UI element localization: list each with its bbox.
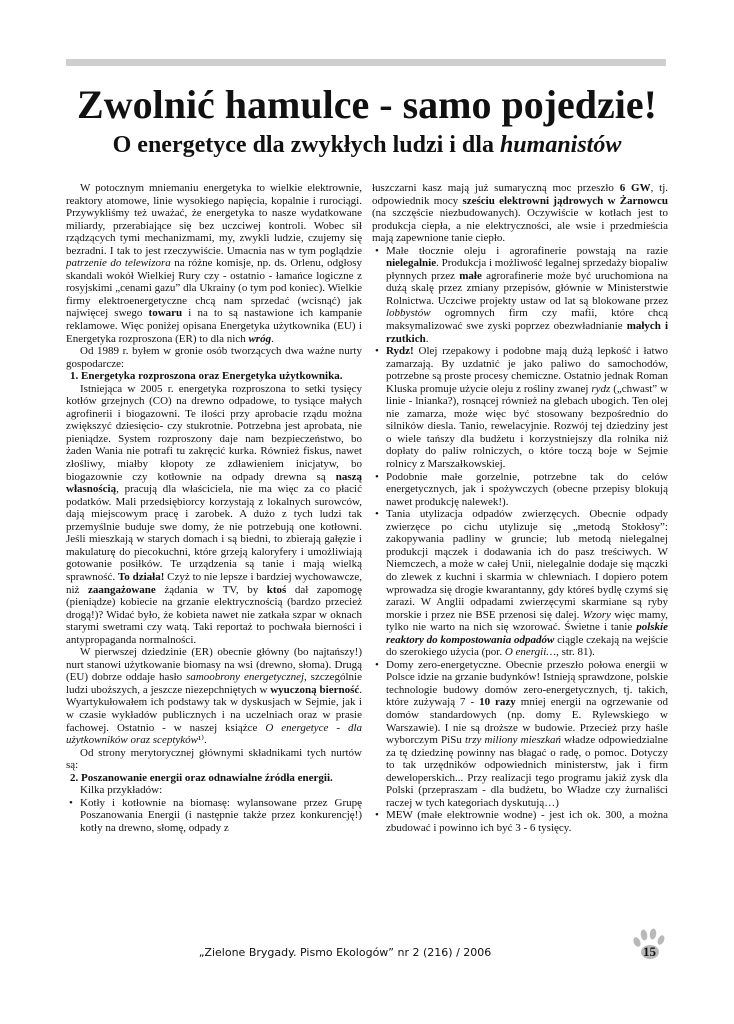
paragraph-intro: W potocznym mniemaniu energetyka to wielkie elektrownie, reaktory atomowe, linie wysokiego napięcia, kopalnie i rurociągi. Przywykliśmy też uważać, że energetyka to nasze wydatkowane miliardy, przerabiające się bez uczciwej kontroli. Wobec sił rządzących tymi mechanizmami, my, zwykli ludzie, czujemy się bezradni. I tak to jest rzeczywiście. Umacnia nas w tym poglądzie patrzenie do telewizora na różne komisje, np. ds. Orlenu, odgłosy skandali wokół Wielkiej Rury czy - ostatnio - łamańce logiczne z rosyjskimi „cenami gazu” dla Ukrainy (o tym pod koniec). Wielkie firmy elektroenergetyczne chcą nam sprzedać (wcisnąć) jak najwięcej swego towaru i na to są nastawione ich kampanie reklamowe. Więc poniżej opisana Energetyka użytkownika (EU) i Energetyka rozproszona (ER) to dla nich wróg. [66,182,362,345]
list-item-boilers: • Kotły i kotłownie na biomasę: wylansowane przez Grupę Poszanowania Energii (i następnie także przez konkurencję!) kotły na drewno, słomę, odpady z [66,797,362,835]
page-number: 15 [643,944,656,959]
list-item-rydz: • Rydz! Olej rzepakowy i podobne mają dużą lepkość i łatwo zamarzają. By uzdatnić je jako paliwo do samochodów, potrzebne są proste procesy chemiczne. Ostatnio jednak Roman Kluska promuje użycie oleju z rośliny zwanej rydz („chwast” w linie - lnianka?), rosnącej również na glebach ubogich. Ten olej nie zamarza, może więc być stosowany bezpośrednio do silników diesla. Tanio, rewelacyjnie. Rozwój tej dziedziny jest o wiele tańszy dla budżetu i korzystniejszy dla rolnika niż dopłaty do paliw rolniczych, o które toczą boje w Sejmie rolnicy z Marszałkowskiej. [372,345,668,470]
paragraph-examples: Kilka przykładów: [80,784,163,797]
article-subtitle [30,130,704,160]
right-column [372,182,668,932]
paragraph-distributed-energy: Istniejąca w 2005 r. energetyka rozproszona to setki tysięcy kotłów grzejnych (CO) na drewno odpadowe, to tysiące małych agrofinerii i biogazowni. Te ilości przy aprobacie rządu można zwiększyć dziesięcio- czy stukrotnie. Potrzebna jest aprobata, nie pieniądze. System rozproszony daje nam bezpieczeństwo, bo żaden Wania nie potrafi tu zakręcić kurka. Również fiskus, nawet złośliwy, miałby kłopoty ze zdławieniem inicjatyw, bo biogazownie czy kotłownie na odpady drewna są naszą własnością, pracują dla właściciela, nie ma więc za co płacić podatków. Mali przedsiębiorcy korzystają z lokalnych surowców, dają miejscowym pracę i zarobek. A dużo z tych ludzi tak przemyślnie buduje swe domy, że nie potrzebują one kotłowni. Jeśli mieszkają w starych domach i są biedni, to zbierają gałęzie i makulaturę do piecokuchni, które grzeją kaloryfery i umożliwiają gotowanie posiłków. Te urządzenia są tanie i mają wielką sprawność. To działa! Czyż to nie lepsze i bardziej wychowawcze, niż zaangażowane żądania w TV, by ktoś dał zapomogę (pieniądze) kobiecie na grzanie elektrycznością (bardzo przecież drogą!)? Widać było, że kobieta nawet nie zatkała szpar w oknach starymi swetrami czy watą. Taki reportaż to pochwała bierności i antypropaganda normalności. [66,382,362,646]
subtitle-emphasis: humanistów [499,132,622,158]
left-column [66,182,362,932]
section-heading-1: 1. Energetyka rozproszona oraz Energetyka użytkownika. [70,370,343,383]
subtitle-text: O energetyce dla zwykłych ludzi i dla [112,132,500,158]
list-item-small-hydro: • MEW (małe elektrownie wodne) - jest ich ok. 300, a można zbudować i powinno ich być 3 - 6 tysięcy. [372,809,668,834]
list-item-animal-waste: • Tania utylizacja odpadów zwierzęcych. Obecnie odpady zwierzęce po cichu utylizuje się „metodą Stokłosy”: zakopywania padliny w gruncie; lub metodą nielegalnej produkcji mączek i dodawania ich do pasz treściwych. W Niemczech, a może w całej Unii, nielegalnie dodaje się mączki do zlewek z kuchni i skarmia w chlewniach. I dopiero potem wprowadza się drogie kwarantanny, gdy któreś bydlę czymś się zarazi. W Anglii odpadami zwierzęcymi skarmiane są ryby morskie i przez nie BSE przenosi się dalej. Wzory więc mamy, tylko nie warto na nich się wzorować. Świetne i tanie polskie reaktory do kompostowania odpadów ciągle czekają na wejście do szerokiego użycia (por. O energii…, str. 81). [372,508,668,659]
list-item-oil-presses: • Małe tłocznie oleju i agrorafinerie powstają na razie nielegalnie. Produkcja i możliwość legalnej sprzedaży biopaliw płynnych przez małe agrorafinerie może być uruchomiona na dużą skalę przez zmiany przepisów, głównie w Ministerstwie Rolnictwa. Uczciwe projekty ustaw od lat są blokowane przez lobbystów ogromnych firm czy mafii, które chcą maksymalizować swe zyski poprzez obezwładnianie małych i rzutkich. [372,245,668,345]
list-item-distilleries: • Podobnie małe gorzelnie, potrzebne tak do celów energetycznych, jak i spożywczych (obecne przepisy blokują nawet produkcję nalewek!). [372,471,668,509]
journal-footer: „Zielone Brygady. Pismo Ekologów” nr 2 (216) / 2006 [198,946,492,959]
paragraph-since-1989: Od 1989 r. byłem w gronie osób tworzących dwa ważne nurty gospodarcze: [66,345,362,370]
examples-list [372,245,668,835]
top-rule [66,59,666,66]
examples-list-start [66,797,362,835]
paragraph-boilers-continued: łuszczarni kasz mają już sumaryczną moc przeszło 6 GW, tj. odpowiednik mocy sześciu elektrowni jądrowych w Żarnowcu (na szczęście niezbudowanych). Oczywiście w kotłach jest to produkcja ciepła, a nie elektryczności, ale wsie i przedmieścia mają zapewnione tanie ciepło. [372,182,668,245]
section-heading-2: 2. Poszanowanie energii oraz odnawialne źródła energii. [70,771,333,784]
paragraph-components: Od strony merytorycznej głównymi składnikami tych nurtów są: [66,746,362,772]
article-title: Zwolnić hamulce - samo pojedzie! [77,82,657,127]
paragraph-biomass: W pierwszej dziedzinie (ER) obecnie główny (bo najtańszy!) nurt stanowi użytkowanie biomasy na wsi (drewno, słoma). Drugą (EU) dobrze oddaje hasło samoobrony energetycznej, szczególnie ludzi uboższych, a jeszcze niezepchniętych w wyuczoną bierność. Wyartykułowałem ich podstawy tak w dyskusjach w Sejmie, jak i w czasie wykładów publicznych i na uczelniach oraz w prasie fachowej. Ostatnio - w naszej książce O energetyce - dla użytkowników oraz sceptyków¹⁾. [66,646,362,747]
list-item-zero-energy-houses: • Domy zero-energetyczne. Obecnie przeszło połowa energii w Polsce idzie na grzanie budynków! Istnieją sprawdzone, polskie technologie budowy domów zero-energetycznych, tj. takich, które zużywają 7 - 10 razy mniej energii na ogrzewanie od domów standardowych (np. domy E. Rylewskiego w Warszawie). I nie są droższe w budowie. Przecież przy haśle wyborczym PiSu trzy miliony mieszkań władze odpowiedzialne za tę dziedzinę powinny nas błagać o radę, o pomoc. Dotyczy to tak urzędników odpowiednich ministerstw, jak i firm deweloperskich... Przy realizacji tego programu jakiż zysk dla Polski (przepraszam - dla budżetu, bo Władze czy żurnaliści raczej w tych kategoriach dyskutują…) [372,659,668,810]
